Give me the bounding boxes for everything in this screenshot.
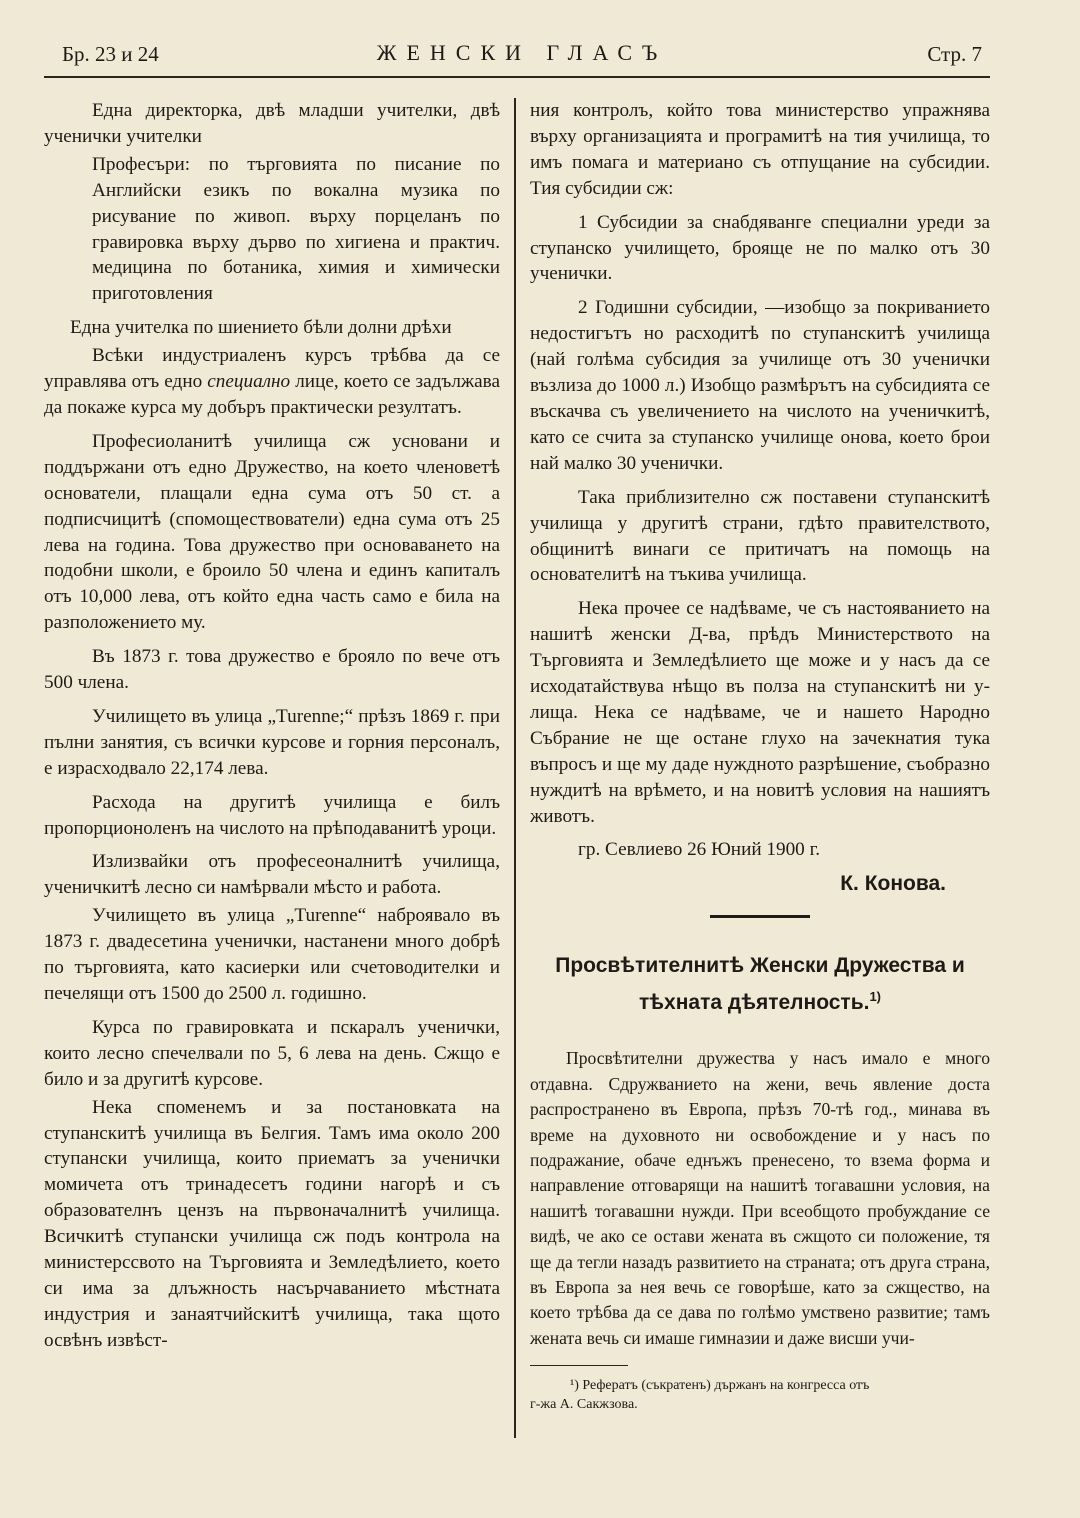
footnote	[530, 1376, 990, 1414]
paragraph: Излизвайки отъ професеоналнитѣ училища, ученичкитѣ лесно си намѣрвали мѣсто и работа.	[44, 851, 500, 899]
left-column	[44, 98, 500, 1362]
author-signature: К. Конова.	[840, 872, 946, 896]
paragraph-text: Професъри: по търговията по писание по Английски езикъ по вокална музика по рисувание по живоп. върху порцеланъ по гравировка върху дърво по хигиена и практич. медицина по ботаника, химия и химически приготовления	[92, 153, 500, 305]
text-run: Всѣки индустриаленъ курсъ трѣбва да се управлява отъ едно	[44, 345, 500, 393]
paragraph: Курса по гравировката и пскаралъ ученички, които лесно спечелвали по 5, 6 лева на день. Сжщо е било и за другитѣ курсове.	[44, 1016, 500, 1090]
section-rule	[710, 915, 810, 918]
paragraph	[44, 343, 500, 421]
footnote-text: Рефератъ (съкратенъ) държанъ на конгресса отъ	[582, 1378, 870, 1394]
paragraph: Нека прочее се надѣваме, че съ настояванието на нашитѣ женски Д-ва, прѣдъ Министерството на Търговията и Земледѣлието ще може и у насъ да се исходатайствува нѣщо въ полза на ступанскитѣ ни у-лища. Нека се надѣваме, че и нашето Народно Събрание не ще остане глухо на зачекнатия тука въпросъ и ще му даде нуждното разрѣшение, съобразно нуждитѣ на врѣмето, и на новитѣ условия на нашиятъ животъ.	[530, 598, 990, 827]
paragraph: 1 Субсидии за снабдяванге специални уреди за ступанско училището, брояще не по малко отъ 30 ученички.	[530, 211, 990, 285]
article-title	[530, 950, 990, 1018]
place-date: гр. Севлиево 26 Юний 1900 г.	[578, 839, 821, 861]
page-number: Стр. 7	[927, 42, 982, 66]
column-divider	[514, 98, 516, 1438]
paragraph: Училището въ улица „Turenne;“ прѣзъ 1869 г. при пълни занятия, съ всички курсове и горния персоналъ, е израсходвало 22,174 лева.	[44, 705, 500, 779]
article-body	[530, 1046, 990, 1351]
paragraph: Просвѣтителни дружества у насъ имало е много отдавна. Сдружванието на жени, вечь явление доста распространено въ Европа, прѣзъ 70-тѣ год., минава въ време на духовното ни освобождение и у насъ по подражание, обаче еднъжъ пренесено, то взема форма и направление отговарящи на нашитѣ тогавашни условия, на нашитѣ тогавашни нужди. При всеобщото пробуждание се видѣ, че ако се остави жената въ сжщото си положение, тя ще да тегли назадъ развитието на страната; отъ друга страна, въ Европа за нея вечь се говорѣше, като за сжщество, на което трѣбва да се дава по голѣмо умствено развитие; тамъ жената вечь си имаше гимназии и даже висши учи-	[530, 1048, 990, 1348]
footnote-mark: ¹)	[570, 1378, 579, 1394]
text-run: лице, което се задължава да покаже курса му добъръ практически резултатъ.	[44, 371, 501, 418]
paragraph: 2 Годишни субсидии, —изобщо за покриванието недостигътъ но расходитѣ по ступанскитѣ училища (най голѣма субсидия за училище отъ 30 ученички възлиза до 1000 л.) Изобщо размѣрътъ на субсидията се въскачва съ увеличението на числото на ученичкитѣ, като се счита за ступанско училище онова, което брои най малко 30 ученички.	[530, 297, 990, 474]
paragraph	[44, 152, 500, 307]
issue-number: Бр. 23 и 24	[62, 42, 159, 66]
page-header	[62, 38, 982, 72]
paragraph: Така приблизително сж поставени ступанскитѣ училища у другитѣ страни, гдѣто правителството, общинитѣ винаги се притичатъ на помощь на основателитѣ на тъкива училища.	[530, 486, 990, 586]
paragraph: Училището въ улица „Turenne“ наброявало въ 1873 г. двадесетина ученички, настанени много добрѣ по търговията, като касиерки или счетоводителки и печелящи отъ 1500 до 2500 л. годишно.	[44, 905, 500, 1004]
paragraph: Въ 1873 г. това дружество е брояло по вече отъ 500 члена.	[44, 646, 500, 694]
italic-word: специално	[207, 371, 291, 393]
paragraph: Една директорка, двѣ младши учителки, двѣ ученички учителки	[44, 100, 500, 147]
footnote-reference: 1)	[869, 989, 882, 1005]
paragraph: Една учителка по шиението бѣли долни дрѣхи	[70, 317, 452, 339]
paragraph: ния контролъ, който това министерство упражнява върху организацията и програмитѣ на тия училища, то имъ помага и материано съ отпущание на субсидии. Тия субсидии сж:	[530, 100, 990, 199]
right-column	[530, 98, 990, 1414]
paragraph: Расхода на другитѣ училища е билъ пропорционоленъ на числото на прѣподаванитѣ уроци.	[44, 791, 500, 839]
footnote-rule	[530, 1365, 628, 1366]
paragraph: Професиоланитѣ училища сж усновани и поддържани отъ едно Дружество, на което членоветѣ основатели, плащали една сума отъ 50 ст. а подписчицитѣ (спомоществователи) една сума отъ 25 лева на година. Това дружество при основаването на подобни школи, е броило 50 члена и единъ капиталъ отъ 10,000 лева, отъ който една часть само е била на разположението му.	[44, 430, 500, 634]
paragraph: Нека споменемъ и за постановката на ступанскитѣ училища въ Белгия. Тамъ има около 200 ступански училища, които приематъ за ученички момичета отъ тринадесетъ години нагорѣ и съ образователнъ цензъ на първоначалнитѣ училища. Всичкитѣ ступански училища сж подъ контрола на министерссвото на Търговията и Земледѣлието, което си има за длъжность насърчаванието мѣстната индустрия и занаятчийскитѣ училища, така щото освѣнъ извѣст-	[44, 1096, 500, 1351]
article-title-text: Просвѣтителнитѣ Женски Дружества и тѣхната дѣятелность.	[555, 954, 965, 1015]
footnote-author: г-жа А. Сакжзова.	[530, 1397, 638, 1413]
header-rule	[44, 76, 990, 78]
newspaper-title: ЖЕНСКИ ГЛАСЪ	[376, 40, 668, 65]
